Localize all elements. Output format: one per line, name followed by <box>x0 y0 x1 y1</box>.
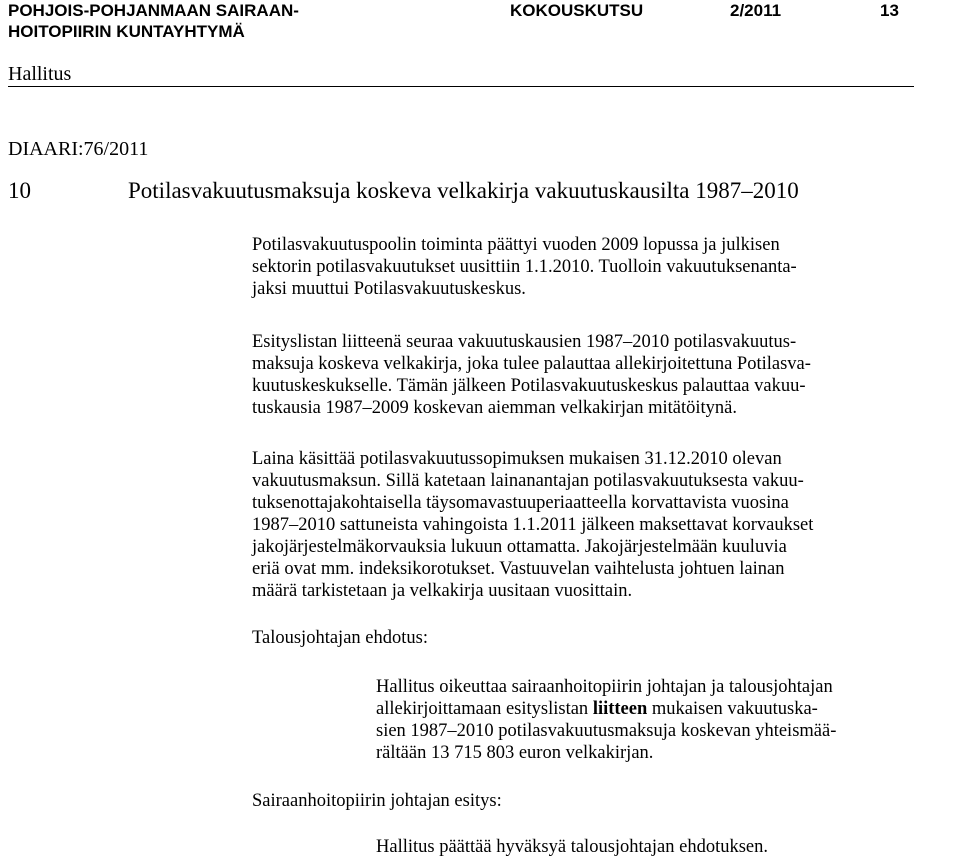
organization-name <box>8 0 299 42</box>
board-name: Hallitus <box>8 63 72 85</box>
paragraph-line: sektorin potilasvakuutukset uusittiin 1.1.2010. Tuolloin vakuutuksenanta- <box>252 257 797 277</box>
paragraph-line: Laina käsittää potilasvakuutussopimuksen mukaisen 31.12.2010 olevan <box>252 449 782 469</box>
item-number: 10 <box>8 178 31 203</box>
diary-number: DIAARI:76/2011 <box>8 138 149 160</box>
document-number: 2/2011 <box>730 1 782 20</box>
header-rule <box>8 62 914 87</box>
paragraph-line: tuksenottajakohtaisella täysomavastuuperiaatteella korvattavista vuosina <box>252 493 789 513</box>
paragraph-line: Esityslistan liitteenä seuraa vakuutuskausien 1987–2010 potilasvakuutus- <box>252 332 797 352</box>
paragraph-line: kuutuskeskukselle. Tämän jälkeen Potilasvakuutuskeskus palauttaa vakuu- <box>252 376 806 396</box>
item-title: Potilasvakuutusmaksuja koskeva velkakirja vakuutuskausilta 1987–2010 <box>128 178 799 203</box>
page-number: 13 <box>880 1 899 20</box>
attachment-reference: liitteen <box>592 699 648 719</box>
paragraph-line: jaksi muuttui Potilasvakuutuskeskus. <box>252 279 526 299</box>
paragraph-line: tuskausia 1987–2009 koskevan aiemman velkakirjan mitätöitynä. <box>252 398 738 418</box>
proposal-text <box>376 676 956 764</box>
proposal-label: Talousjohtajan ehdotus: <box>252 628 428 648</box>
director-label: Sairaanhoitopiirin johtajan esitys: <box>252 791 502 811</box>
paragraph-line: maksuja koskeva velkakirja, joka tulee palauttaa allekirjoitettuna Potilasva- <box>252 354 811 374</box>
organization-name-line1: POHJOIS-POHJANMAAN SAIRAAN- <box>8 1 299 20</box>
proposal-line <box>376 698 956 720</box>
paragraph-2 <box>252 331 942 419</box>
proposal-line-end: mukaisen vakuutuska- <box>647 699 818 719</box>
paragraph-line: vakuutusmaksun. Sillä katetaan lainanantajan potilasvakuutuksesta vakuu- <box>252 471 804 491</box>
paragraph-3 <box>252 448 942 602</box>
paragraph-1 <box>252 234 942 300</box>
document-type: KOKOUSKUTSU <box>510 1 644 20</box>
proposal-line: sien 1987–2010 potilasvakuutusmaksuja koskevan yhteismää- <box>376 721 837 741</box>
paragraph-line: eriä ovat mm. indeksikorotukset. Vastuuvelan vaihtelusta johtuen lainan <box>252 559 785 579</box>
paragraph-line: Potilasvakuutuspoolin toiminta päättyi vuoden 2009 lopussa ja julkisen <box>252 235 780 255</box>
director-proposal-text: Hallitus päättää hyväksyä talousjohtajan ehdotuksen. <box>376 837 768 857</box>
organization-name-line2: HOITOPIIRIN KUNTAYHTYMÄ <box>8 22 245 41</box>
proposal-line: rältään 13 715 803 euron velkakirjan. <box>376 743 654 763</box>
paragraph-line: jakojärjestelmäkorvauksia lukuun ottamatta. Jakojärjestelmään kuuluvia <box>252 537 787 557</box>
paragraph-line: määrä tarkistetaan ja velkakirja uusitaan vuosittain. <box>252 581 633 601</box>
paragraph-line: 1987–2010 sattuneista vahingoista 1.1.2011 jälkeen maksettavat korvaukset <box>252 515 814 535</box>
proposal-line-start: allekirjoittamaan esityslistan <box>376 699 593 719</box>
proposal-line: Hallitus oikeuttaa sairaanhoitopiirin johtajan ja talousjohtajan <box>376 677 833 697</box>
